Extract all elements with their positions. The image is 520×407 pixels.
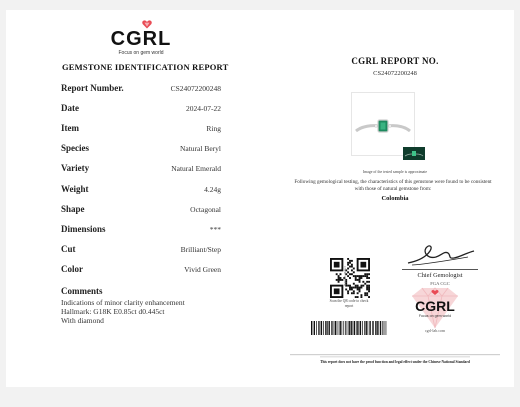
legal-note: This report does not have the proof function and legal effect under the Chinese National Standard — [320, 360, 470, 364]
identification-panel — [6, 10, 276, 387]
field-item — [61, 123, 221, 137]
report-card — [6, 10, 514, 387]
photo-caption: Image of the tested sample is approximate — [362, 170, 428, 174]
report-summary-panel — [276, 10, 514, 387]
thumbnail-image — [403, 147, 425, 160]
comments-label: Comments — [61, 286, 103, 296]
signature-mark — [404, 239, 478, 269]
field-value: Natural Emerald — [171, 164, 221, 173]
field-date — [61, 103, 221, 117]
field-label: Variety — [61, 163, 90, 173]
report-title: GEMSTONE IDENTIFICATION REPORT — [62, 62, 229, 72]
comment-line: With diamond — [61, 316, 104, 325]
field-value: Vivid Green — [184, 265, 221, 274]
barcode — [310, 321, 388, 335]
field-dimensions — [61, 224, 221, 238]
conclusion-text: Following gemological testing, the characteristics of this gemstone were found to be consistent with those of natural gemstone from: — [294, 179, 492, 192]
signature-credential: FGA CGC — [430, 281, 450, 286]
watermark-tagline: Focus on gem world — [418, 314, 452, 318]
origin-value: Colombia — [381, 195, 409, 202]
field-variety — [61, 163, 221, 177]
summary-report-number: CS24072200248 — [373, 70, 417, 77]
field-label: Item — [61, 123, 79, 133]
brand-tagline: Focus on gem world — [118, 50, 164, 56]
qr-caption: Scan the QR code to check report — [329, 299, 369, 308]
field-label: Date — [61, 103, 79, 113]
watermark-logo-text: CGRL — [415, 298, 455, 314]
website-link[interactable]: cgrl-lab.com — [424, 328, 446, 333]
qr-side-number: CS24072200248 — [343, 266, 347, 287]
field-value: CS24072200248 — [170, 84, 221, 93]
field-value: 2024-07-22 — [186, 104, 221, 113]
comment-line: Indications of minor clarity enhancement — [61, 298, 185, 307]
field-label: Cut — [61, 244, 76, 254]
field-value: Natural Beryl — [179, 144, 221, 153]
field-color — [61, 264, 221, 278]
field-value: 4.24g — [204, 185, 221, 194]
field-report-number — [61, 83, 221, 97]
field-label: Dimensions — [61, 224, 106, 234]
field-weight — [61, 184, 221, 198]
field-value: Ring — [206, 124, 221, 133]
field-value: Octagonal — [190, 205, 221, 214]
field-label: Report Number. — [61, 83, 124, 93]
field-shape — [61, 204, 221, 218]
field-label: Species — [61, 143, 89, 153]
field-cut — [61, 244, 221, 258]
field-label: Color — [61, 264, 83, 274]
signature-title: Chief Gemologist — [417, 272, 463, 279]
field-species — [61, 143, 221, 157]
field-value: *** — [209, 225, 221, 234]
ring-icon — [352, 93, 414, 155]
brand-logo: CGRL — [110, 28, 172, 50]
qr-code[interactable] — [330, 258, 370, 298]
field-value: Brilliant/Step — [180, 245, 221, 254]
field-label: Weight — [61, 184, 89, 194]
signature-line — [402, 269, 478, 270]
summary-title: CGRL REPORT NO. — [351, 56, 439, 66]
comment-line: Hallmark: G18K E0.85ct d0.445ct — [61, 307, 165, 316]
fine-print — [280, 353, 510, 360]
field-label: Shape — [61, 204, 85, 214]
